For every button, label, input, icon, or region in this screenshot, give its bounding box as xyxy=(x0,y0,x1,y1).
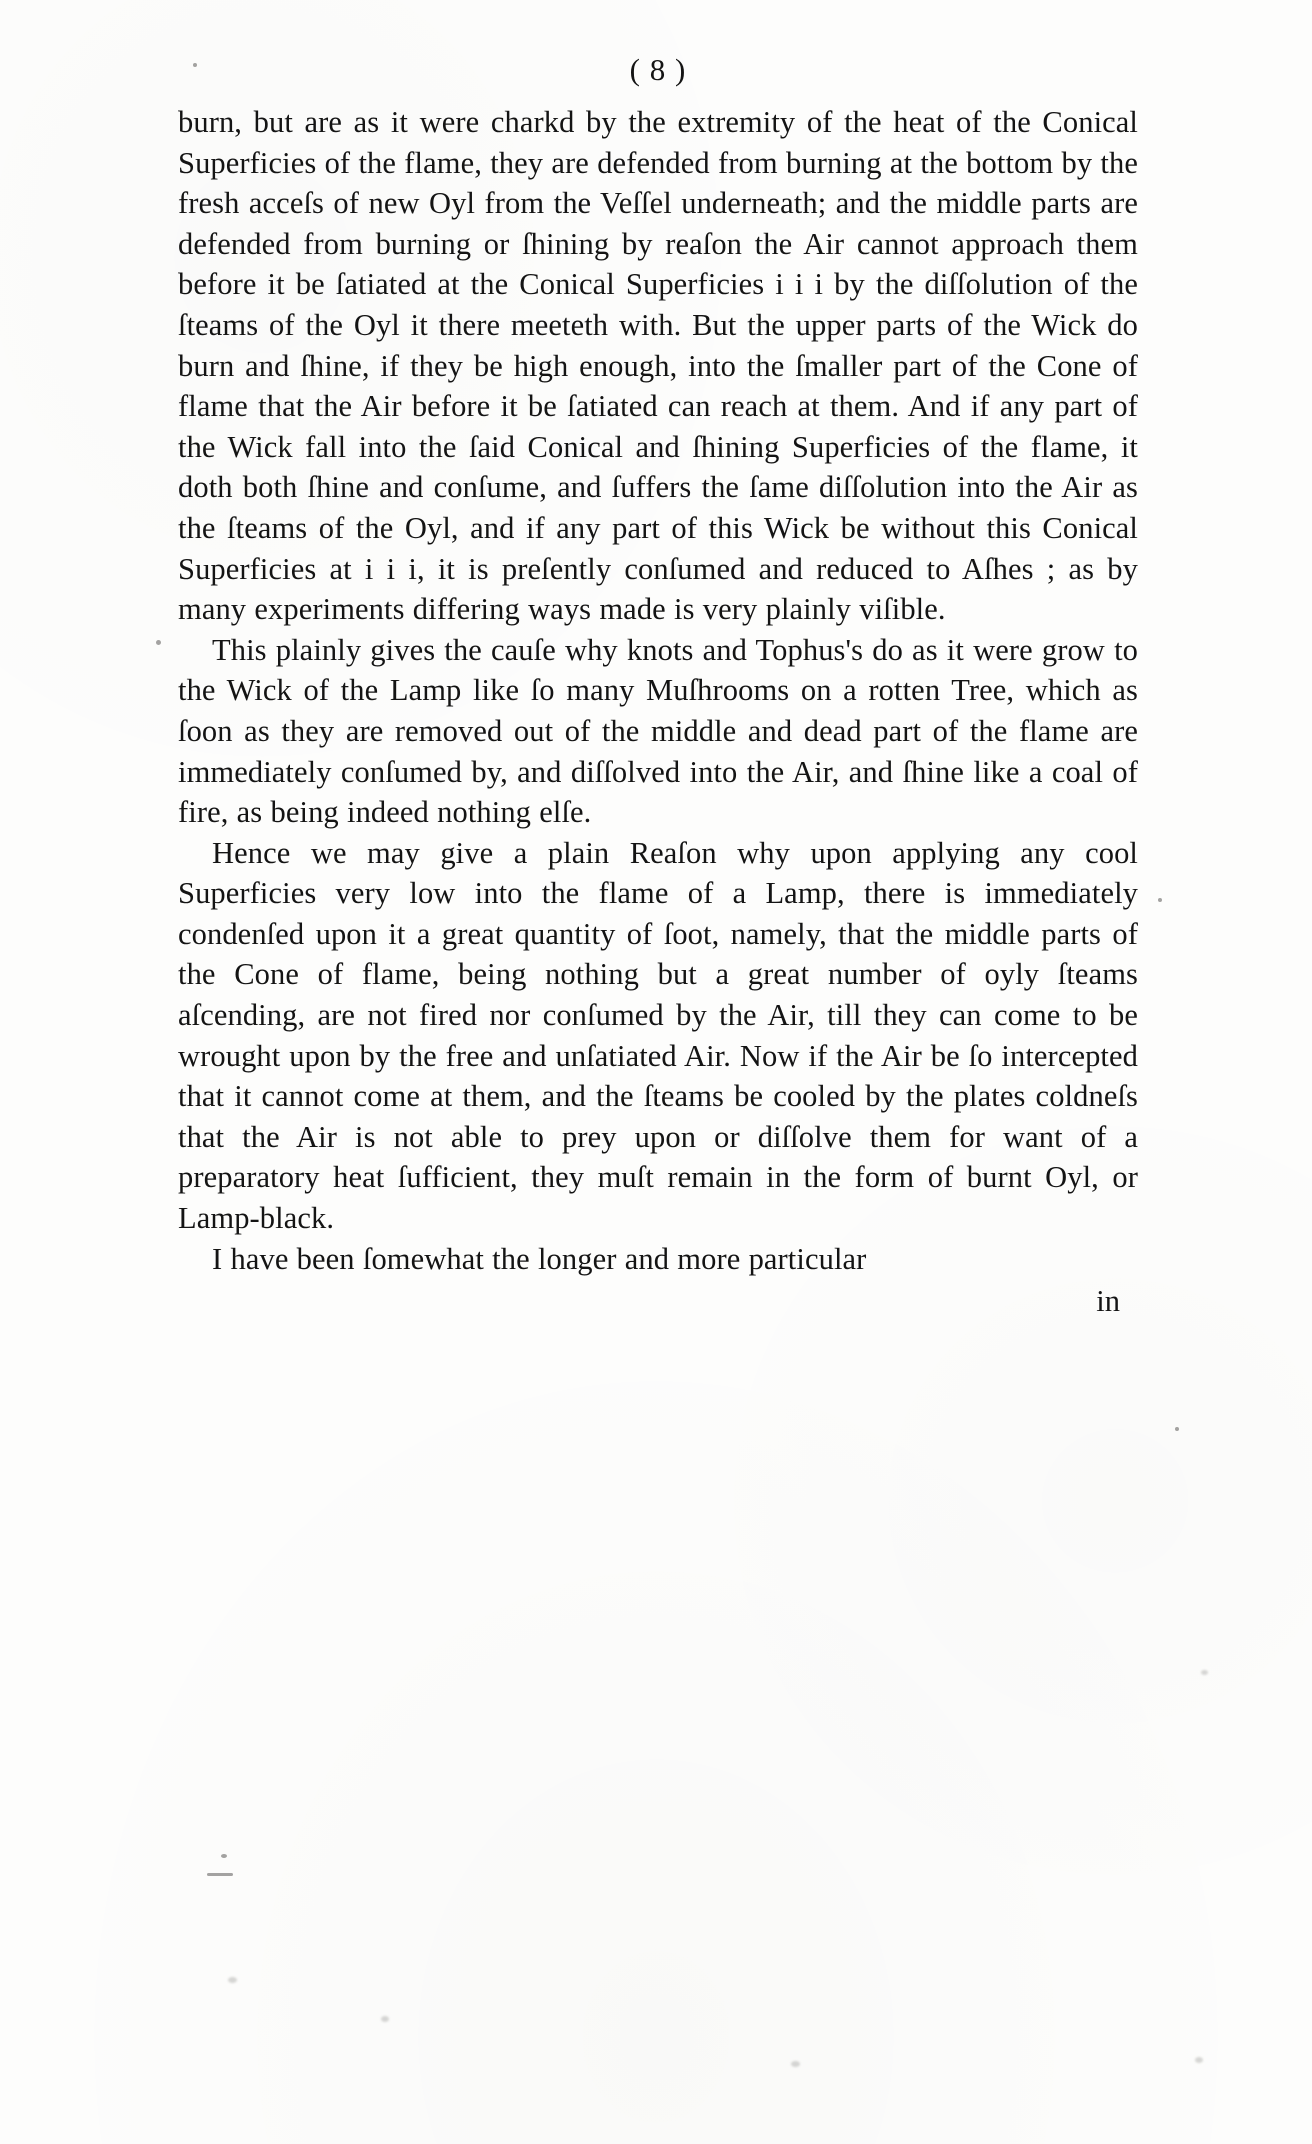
page-text-block xyxy=(178,52,1138,1322)
scan-speck-icon xyxy=(221,1854,227,1858)
scan-smudge-icon xyxy=(381,2016,389,2022)
scan-smudge-icon xyxy=(1195,2057,1203,2063)
scan-speck-icon xyxy=(207,1873,233,1876)
scan-smudge-icon xyxy=(791,2061,800,2067)
paragraph: This plainly gives the cauſe why knots and Tophus's do as it were grow to the Wick of the Lamp like ſo many Muſhrooms on a rotten Tree, which as ſoon as they are removed out of the middle and dead part of the flame are immediately conſumed by, and diſſolved into the Air, and ſhine like a coal of fire, as being indeed nothing elſe. xyxy=(178,632,1138,830)
scan-speck-icon xyxy=(1175,1427,1179,1431)
scan-speck-icon xyxy=(193,63,197,67)
catchword: in xyxy=(1096,1284,1120,1319)
body-text xyxy=(178,102,1138,1279)
page-number: ( 8 ) xyxy=(629,52,687,87)
paragraph: Hence we may give a plain Reaſon why upon applying any cool Superficies very low into the flame of a Lamp, there is immediately condenſed upon it a great quantity of ſoot, namely, that the middle parts of the Cone of flame, being nothing but a great number of oyly ſteams aſcending, are not fired nor conſumed by the Air, till they can come to be wrought upon by the free and unſatiated Air. Now if the Air be ſo intercepted that it cannot come at them, and the ſteams be cooled by the plates coldneſs that the Air is not able to prey upon or diſſolve them for want of a preparatory heat ſufficient, they muſt remain in the form of burnt Oyl, or Lamp-black. xyxy=(178,835,1138,1236)
scan-speck-icon xyxy=(1111,119,1114,122)
scan-speck-icon xyxy=(156,640,161,645)
paragraph: burn, but are as it were charkd by the extremity of the heat of the Conical Superficies of the flame, they are defended from burning at the bottom by the fresh acceſs of new Oyl from the Veſſel underneath; and the middle parts are defended from burning or ſhining by reaſon the Air cannot approach them before it be ſatiated at the Conical Superficies i i i by the diſſolution of the ſteams of the Oyl it there meeteth with. But the upper parts of the Wick do burn and ſhine, if they be high enough, into the ſmaller part of the Cone of flame that the Air before it be ſatiated can reach at them. And if any part of the Wick fall into the ſaid Conical and ſhining Superficies of the flame, it doth both ſhine and conſume, and ſuffers the ſame diſſolution into the Air as the ſteams of the Oyl, and if any part of this Wick be without this Conical Superficies at i i i, it is preſently conſumed and reduced to Aſhes ; as by many experiments differing ways made is very plainly viſible. xyxy=(178,105,1138,627)
scan-smudge-icon xyxy=(1201,1670,1208,1675)
paragraph: I have been ſomewhat the longer and more particular xyxy=(212,1241,867,1276)
scan-smudge-icon xyxy=(228,1977,237,1983)
scan-speck-icon xyxy=(1158,898,1162,902)
